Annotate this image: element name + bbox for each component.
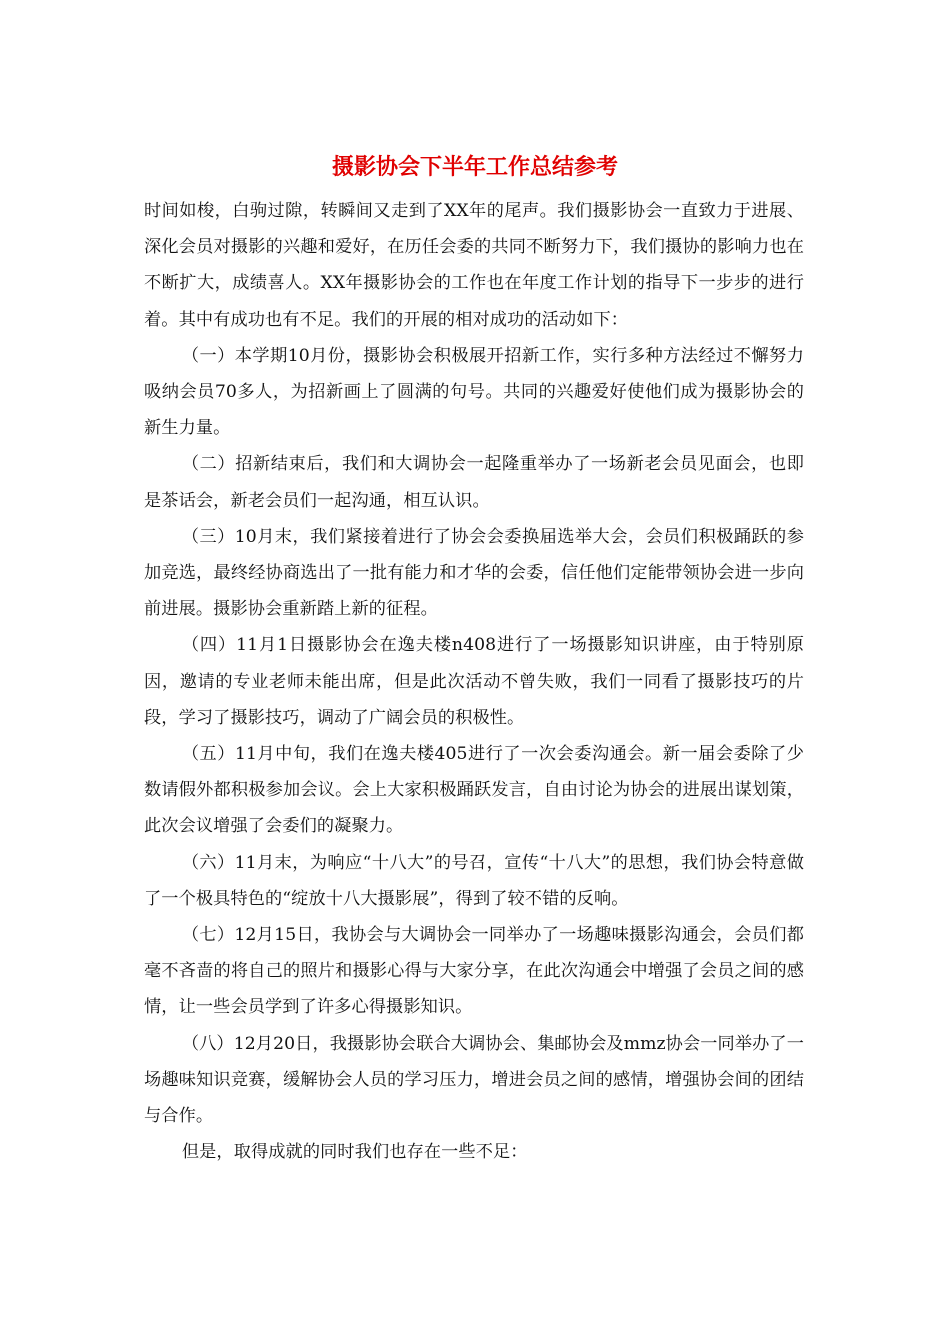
activity-paragraph-6: （六）11月末，为响应“十八大”的号召，宣传“十八大”的思想，我们协会特意做了一个极具特色的“绽放十八大摄影展”，得到了较不错的反响。 — [144, 852, 804, 909]
document-title: 摄影协会下半年工作总结参考 — [331, 155, 618, 180]
activity-paragraph-1: （一）本学期10月份，摄影协会积极展开招新工作，实行多种方法经过不懈努力吸纳会员70多人，为招新画上了圆满的句号。共同的兴趣爱好使他们成为摄影协会的新生力量。 — [144, 345, 804, 439]
intro-paragraph: 时间如梭，白驹过隙，转瞬间又走到了XX年的尾声。我们摄影协会一直致力于进展、深化会员对摄影的兴趣和爱好，在历任会委的共同不断努力下，我们摄协的影响力也在不断扩大，成绩喜人。XX年摄影协会的工作也在年度工作计划的指导下一步步的进行着。其中有成功也有不足。我们的开展的相对成功的活动如下： — [144, 201, 804, 330]
activity-paragraph-7: （七）12月15日，我协会与大调协会一同举办了一场趣味摄影沟通会，会员们都毫不吝啬的将自己的照片和摄影心得与大家分享，在此次沟通会中增强了会员之间的感情，让一些会员学到了许多心得摄影知识。 — [144, 925, 804, 1018]
activity-paragraph-4: （四）11月1日摄影协会在逸夫楼n408进行了一场摄影知识讲座，由于特别原因，邀请的专业老师未能出席，但是此次活动不曾失败，我们一同看了摄影技巧的片段，学习了摄影技巧，调动了广阔会员的积极性。 — [144, 635, 804, 728]
activity-paragraph-2: （二）招新结束后，我们和大调协会一起隆重举办了一场新老会员见面会，也即是茶话会，新老会员们一起沟通，相互认识。 — [144, 454, 804, 511]
document-body — [144, 193, 804, 1170]
activity-paragraph-5: （五）11月中旬，我们在逸夫楼405进行了一次会委沟通会。新一届会委除了少数请假外都积极参加会议。会上大家积极踊跃发言，自由讨论为协会的进展出谋划策，此次会议增强了会委们的凝聚力。 — [144, 744, 804, 837]
shortcomings-paragraph: 但是，取得成就的同时我们也存在一些不足： — [181, 1142, 528, 1163]
activity-paragraph-3: （三）10月末，我们紧接着进行了协会会委换届选举大会，会员们积极踊跃的参加竞选，最终经协商选出了一批有能力和才华的会委，信任他们定能带领协会进一步向前进展。摄影协会重新踏上新的征程。 — [144, 526, 804, 620]
activity-paragraph-8: （八）12月20日，我摄影协会联合大调协会、集邮协会及mmz协会一同举办了一场趣味知识竞赛，缓解协会人员的学习压力，增进会员之间的感情，增强协会间的团结与合作。 — [144, 1033, 804, 1127]
